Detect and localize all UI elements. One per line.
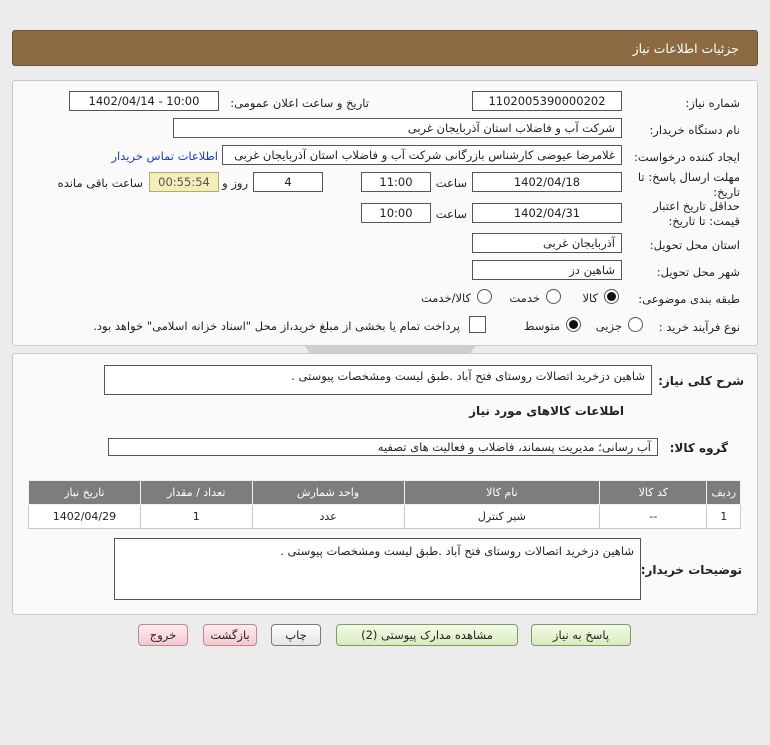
back-button[interactable]: بازگشت: [203, 624, 257, 646]
validity-label: حداقل تاریخ اعتبار قیمت: تا تاریخ:: [653, 199, 740, 228]
category-option-goods-service: کالا/خدمت: [420, 291, 471, 305]
exit-button[interactable]: خروج: [138, 624, 188, 646]
province-label: استان محل تحویل:: [649, 238, 740, 252]
print-button[interactable]: چاپ: [271, 624, 321, 646]
remaining-time-field: 00:55:54: [149, 172, 219, 192]
page-title: جزئیات اطلاعات نیاز: [632, 40, 739, 56]
days-label: روز و: [222, 176, 248, 190]
need-description-field: شاهین دزخرید اتصالات روستای فتح آباد .طبق لیست ومشخصات پیوستی .: [104, 365, 652, 395]
reply-to-need-button[interactable]: پاسخ به نیاز: [531, 624, 631, 646]
process-option-medium: متوسط: [523, 319, 560, 333]
category-option-service: خدمت: [509, 291, 540, 305]
city-field: شاهین دز: [472, 260, 622, 280]
deadline-time-field: 11:00: [361, 172, 431, 192]
deadline-time-label: ساعت: [435, 176, 467, 190]
cell-unit: عدد: [252, 505, 404, 529]
col-header-quantity: تعداد / مقدار: [140, 481, 252, 505]
page-header: [12, 30, 758, 66]
process-radio-minor[interactable]: [628, 317, 643, 332]
validity-date-field: 1402/04/31: [472, 203, 622, 223]
category-radio-service[interactable]: [546, 289, 561, 304]
deadline-date-field: 1402/04/18: [472, 172, 622, 192]
category-radio-goods-service[interactable]: [477, 289, 492, 304]
table-header-row: [29, 481, 741, 505]
deadline-label: مهلت ارسال پاسخ: تا تاریخ:: [637, 170, 740, 199]
requester-field: غلامرضا عیوضی کارشناس بازرگانی شرکت آب و فاضلاب استان آذربایجان غربی: [222, 145, 622, 165]
col-header-need-date: تاریخ نیاز: [29, 481, 141, 505]
col-header-goods-code: کد کالا: [600, 481, 707, 505]
goods-info-title: اطلاعات کالاهای مورد نیاز: [469, 404, 624, 418]
goods-table: [28, 480, 741, 529]
col-header-row-number: ردیف: [707, 481, 741, 505]
buyer-org-field: شرکت آب و فاضلاب استان آذربایجان غربی: [173, 118, 622, 138]
buyer-notes-field: شاهین دزخرید اتصالات روستای فتح آباد .طبق لیست ومشخصات پیوستی .: [114, 538, 641, 600]
goods-group-label: گروه کالا:: [669, 441, 728, 455]
buyer-contact-link[interactable]: اطلاعات تماس خریدار: [111, 149, 218, 163]
process-label: نوع فرآیند خرید :: [658, 320, 740, 334]
announce-label: تاریخ و ساعت اعلان عمومی:: [230, 96, 369, 110]
table-row: [29, 505, 741, 529]
payment-note: پرداخت تمام یا بخشی از مبلغ خرید،از محل "اسناد خزانه اسلامی" خواهد بود.: [93, 319, 460, 333]
need-description-label: شرح کلی نیاز:: [658, 374, 744, 388]
announce-datetime-field: 1402/04/14 - 10:00: [69, 91, 219, 111]
province-field: آذربایجان غربی: [472, 233, 622, 253]
col-header-goods-name: نام کالا: [404, 481, 600, 505]
remaining-time-label: ساعت باقی مانده: [57, 176, 143, 190]
buyer-notes-label: توضیحات خریدار:: [640, 563, 742, 577]
cell-goods-code: --: [600, 505, 707, 529]
buyer-org-label: نام دستگاه خریدار:: [649, 123, 740, 137]
category-option-goods: کالا: [582, 291, 598, 305]
cell-row-number: 1: [707, 505, 741, 529]
col-header-unit: واحد شمارش: [252, 481, 404, 505]
treasury-payment-checkbox[interactable]: [469, 316, 486, 333]
city-label: شهر محل تحویل:: [656, 265, 740, 279]
process-radio-medium[interactable]: [566, 317, 581, 332]
category-label: طبقه بندی موضوعی:: [638, 292, 740, 306]
requester-label: ایجاد کننده درخواست:: [634, 150, 740, 164]
goods-group-field: آب رسانی؛ مدیریت پسماند، فاضلاب و فعالیت های تصفیه: [108, 438, 658, 456]
validity-time-field: 10:00: [361, 203, 431, 223]
cell-need-date: 1402/04/29: [29, 505, 141, 529]
process-option-minor: جزیی: [595, 319, 622, 333]
need-number-field: 1102005390000202: [472, 91, 622, 111]
view-attachments-button[interactable]: مشاهده مدارک پیوستی (2): [336, 624, 518, 646]
need-number-label: شماره نیاز:: [685, 96, 740, 110]
cell-goods-name: شیر کنترل: [404, 505, 600, 529]
days-field: 4: [253, 172, 323, 192]
cell-quantity: 1: [140, 505, 252, 529]
category-radio-goods[interactable]: [604, 289, 619, 304]
validity-time-label: ساعت: [435, 207, 467, 221]
